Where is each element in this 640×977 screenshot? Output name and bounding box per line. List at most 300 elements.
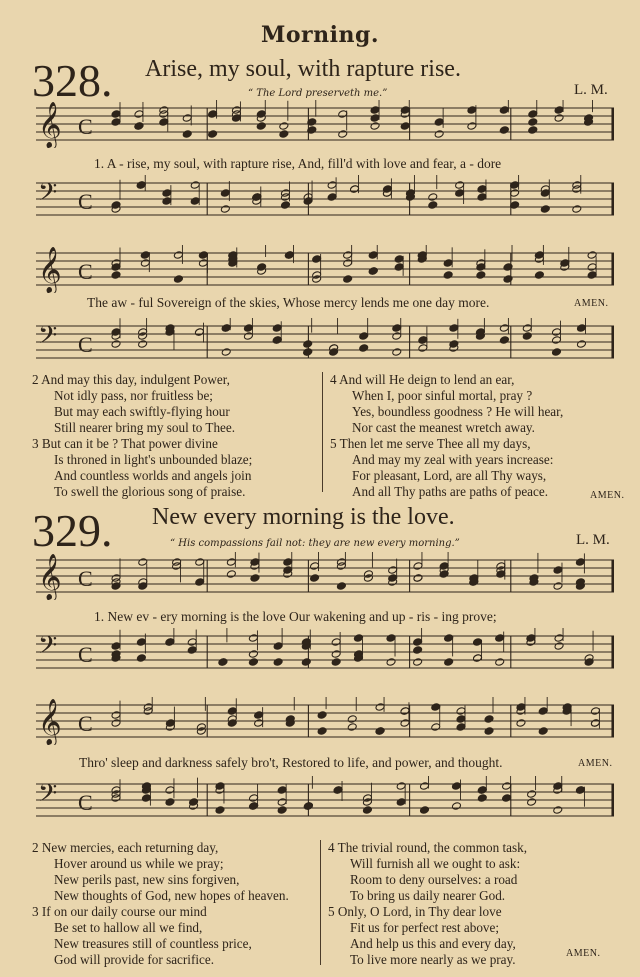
verse-line: Room to deny ourselves: a road bbox=[350, 872, 518, 887]
hymn-title: Arise, my soul, with rapture rise. bbox=[145, 56, 461, 82]
hymn-meter: L. M. bbox=[574, 82, 608, 98]
column-divider bbox=[320, 840, 321, 965]
note-head bbox=[187, 646, 197, 655]
note-head bbox=[249, 802, 259, 811]
note-head bbox=[226, 570, 236, 579]
note-head bbox=[279, 130, 289, 139]
music-system-6 bbox=[36, 628, 614, 676]
note-head bbox=[388, 574, 398, 583]
verse-line: And all Thy paths are paths of peace. bbox=[352, 484, 549, 499]
note-head bbox=[312, 271, 322, 280]
note-head bbox=[418, 336, 428, 345]
note-head bbox=[250, 558, 260, 567]
note-head bbox=[138, 340, 148, 349]
note-head bbox=[249, 794, 259, 803]
note-head bbox=[257, 263, 267, 272]
verse-line: To swell the glorious song of praise. bbox=[54, 484, 246, 499]
treble-clef-icon: 𝄞 bbox=[38, 699, 62, 745]
note-head bbox=[370, 114, 380, 123]
note-head bbox=[526, 634, 536, 643]
staff-bass bbox=[36, 318, 614, 366]
note-head bbox=[370, 122, 380, 131]
note-head bbox=[392, 324, 402, 333]
note-head bbox=[363, 570, 373, 579]
amen-label: AMEN. bbox=[590, 490, 625, 501]
staff-bass bbox=[36, 776, 614, 824]
note-head bbox=[254, 711, 264, 720]
verse-line: For pleasant, Lord, are all Thy ways, bbox=[352, 468, 547, 483]
note-head bbox=[136, 638, 146, 647]
note-head bbox=[434, 118, 444, 127]
note-head bbox=[111, 790, 121, 799]
note-head bbox=[362, 806, 372, 815]
verse-line: And help us this and every day, bbox=[350, 936, 516, 951]
note-head bbox=[173, 251, 183, 260]
verse-line: When I, poor sinful mortal, pray ? bbox=[352, 388, 533, 403]
note-head bbox=[428, 193, 438, 202]
note-head bbox=[136, 181, 146, 190]
staff-treble bbox=[36, 100, 614, 148]
note-head bbox=[400, 707, 410, 716]
note-head bbox=[554, 642, 564, 651]
note-head bbox=[502, 782, 512, 791]
note-head bbox=[449, 324, 459, 333]
hymn-title: New every morning is the love. bbox=[152, 504, 455, 530]
treble-clef-icon: 𝄞 bbox=[38, 554, 62, 600]
note-head bbox=[420, 782, 430, 791]
note-head bbox=[443, 271, 453, 280]
note-head bbox=[134, 110, 144, 119]
note-head bbox=[510, 181, 520, 190]
note-head bbox=[495, 634, 505, 643]
verse-line: Is throned in light's unbounded blaze; bbox=[54, 452, 253, 467]
note-head bbox=[560, 259, 570, 268]
note-head bbox=[194, 328, 204, 337]
note-head bbox=[165, 786, 175, 795]
bass-clef-icon: 𝄢 bbox=[38, 178, 58, 213]
note-head bbox=[484, 727, 494, 736]
bass-clef-icon: 𝄢 bbox=[38, 779, 58, 814]
note-head bbox=[343, 275, 353, 284]
note-head bbox=[467, 106, 477, 115]
note-head bbox=[534, 251, 544, 260]
note-head bbox=[572, 205, 582, 214]
note-head bbox=[310, 574, 320, 583]
note-head bbox=[499, 324, 509, 333]
verse-line: Be set to hallow all we find, bbox=[54, 920, 203, 935]
note-head bbox=[111, 711, 121, 720]
note-head bbox=[215, 806, 225, 815]
verse-line: 3 But can it be ? That power divine bbox=[32, 436, 218, 451]
note-head bbox=[538, 727, 548, 736]
note-head bbox=[522, 324, 532, 333]
note-head bbox=[140, 259, 150, 268]
note-head bbox=[443, 259, 453, 268]
note-head bbox=[250, 574, 260, 583]
note-head bbox=[455, 181, 465, 190]
note-head bbox=[528, 110, 538, 119]
note-head bbox=[534, 271, 544, 280]
staff-treble bbox=[36, 245, 614, 293]
note-head bbox=[111, 118, 121, 127]
music-system-8 bbox=[36, 776, 614, 824]
note-head bbox=[195, 578, 205, 587]
note-head bbox=[331, 650, 341, 659]
note-head bbox=[208, 110, 218, 119]
verse-line: New thoughts of God, new hopes of heaven. bbox=[54, 888, 289, 903]
note-head bbox=[467, 122, 477, 131]
note-head bbox=[496, 570, 506, 579]
note-head bbox=[303, 340, 313, 349]
note-head bbox=[456, 723, 466, 732]
column-divider bbox=[322, 372, 323, 492]
note-head bbox=[354, 634, 364, 643]
note-head bbox=[394, 263, 404, 272]
note-head bbox=[256, 122, 266, 131]
note-head bbox=[277, 786, 287, 795]
verse-line: And countless worlds and angels join bbox=[54, 468, 252, 483]
time-signature-icon: C bbox=[78, 114, 93, 139]
verse-line: 5 Then let me serve Thee all my days, bbox=[330, 436, 531, 451]
note-head bbox=[413, 658, 423, 667]
note-head bbox=[338, 130, 348, 139]
note-head bbox=[138, 582, 148, 591]
note-head bbox=[182, 130, 192, 139]
note-head bbox=[190, 197, 200, 206]
music-system-3 bbox=[36, 245, 614, 293]
verse-line: And may my zeal with years increase: bbox=[352, 452, 554, 467]
note-head bbox=[552, 348, 562, 357]
note-head bbox=[540, 205, 550, 214]
note-head bbox=[451, 802, 461, 811]
note-head bbox=[388, 566, 398, 575]
note-head bbox=[392, 332, 402, 341]
note-head bbox=[162, 189, 172, 198]
note-head bbox=[396, 782, 406, 791]
note-head bbox=[301, 658, 311, 667]
amen-label: AMEN. bbox=[574, 298, 609, 309]
note-head bbox=[248, 634, 258, 643]
note-head bbox=[413, 646, 423, 655]
note-head bbox=[451, 782, 461, 791]
note-head bbox=[303, 197, 313, 206]
note-head bbox=[310, 562, 320, 571]
note-head bbox=[552, 336, 562, 345]
note-head bbox=[140, 251, 150, 260]
time-signature-icon: C bbox=[78, 332, 93, 357]
note-head bbox=[190, 181, 200, 190]
note-head bbox=[136, 654, 146, 663]
note-head bbox=[359, 344, 369, 353]
note-head bbox=[576, 324, 586, 333]
note-head bbox=[221, 348, 231, 357]
verse-line: New treasures still of countless price, bbox=[54, 936, 252, 951]
lyrics-line: Thro' sleep and darkness safely bro't, Restored to life, and power, and thought. bbox=[79, 755, 503, 770]
verse-block bbox=[328, 840, 527, 968]
note-head bbox=[587, 251, 597, 260]
time-signature-icon: C bbox=[78, 189, 93, 214]
verse-block bbox=[330, 372, 563, 500]
note-head bbox=[143, 707, 153, 716]
note-head bbox=[343, 251, 353, 260]
note-head bbox=[336, 582, 346, 591]
note-head bbox=[484, 715, 494, 724]
note-head bbox=[554, 114, 564, 123]
note-head bbox=[444, 634, 454, 643]
note-head bbox=[338, 110, 348, 119]
note-head bbox=[552, 328, 562, 337]
note-head bbox=[538, 707, 548, 716]
music-system-1 bbox=[36, 100, 614, 148]
note-head bbox=[528, 118, 538, 127]
lyrics-line: The aw - ful Sovereign of the skies, Whose mercy lends me one day more. bbox=[87, 295, 490, 310]
music-system-2 bbox=[36, 175, 614, 223]
staff-treble bbox=[36, 552, 614, 600]
note-head bbox=[159, 118, 169, 127]
note-head bbox=[503, 275, 513, 284]
note-head bbox=[456, 715, 466, 724]
note-head bbox=[111, 719, 121, 728]
verse-line: But may each swiftly-flying hour bbox=[54, 404, 230, 419]
note-head bbox=[336, 558, 346, 567]
verse-line: 2 New mercies, each returning day, bbox=[32, 840, 219, 855]
note-head bbox=[587, 271, 597, 280]
note-head bbox=[280, 193, 290, 202]
note-head bbox=[386, 658, 396, 667]
note-head bbox=[182, 114, 192, 123]
hymn-number: 329. bbox=[32, 505, 113, 556]
verse-line: 5 Only, O Lord, in Thy dear love bbox=[328, 904, 502, 919]
note-head bbox=[576, 340, 586, 349]
note-head bbox=[499, 336, 509, 345]
note-head bbox=[413, 638, 423, 647]
note-head bbox=[256, 110, 266, 119]
note-head bbox=[400, 719, 410, 728]
note-head bbox=[215, 782, 225, 791]
note-head bbox=[499, 106, 509, 115]
note-head bbox=[473, 638, 483, 647]
note-head bbox=[243, 324, 253, 333]
note-head bbox=[420, 806, 430, 815]
note-head bbox=[590, 707, 600, 716]
note-head bbox=[476, 263, 486, 272]
note-head bbox=[138, 558, 148, 567]
note-head bbox=[522, 332, 532, 341]
note-head bbox=[162, 197, 172, 206]
note-head bbox=[587, 263, 597, 272]
note-head bbox=[254, 719, 264, 728]
note-head bbox=[375, 703, 385, 712]
note-head bbox=[400, 122, 410, 131]
note-head bbox=[394, 255, 404, 264]
note-head bbox=[277, 806, 287, 815]
amen-label: AMEN. bbox=[566, 948, 601, 959]
note-head bbox=[431, 703, 441, 712]
note-head bbox=[527, 790, 537, 799]
note-head bbox=[284, 251, 294, 260]
note-head bbox=[111, 110, 121, 119]
note-head bbox=[159, 106, 169, 115]
music-system-7 bbox=[36, 697, 614, 745]
hymn-meter: L. M. bbox=[576, 532, 610, 548]
note-head bbox=[590, 719, 600, 728]
note-head bbox=[272, 336, 282, 345]
note-head bbox=[165, 719, 175, 728]
note-head bbox=[477, 193, 487, 202]
hymn-number: 328. bbox=[32, 55, 113, 106]
lyrics-line: 1. New ev - ery morning is the love Our wakening and up - ris - ing prove; bbox=[94, 609, 497, 624]
note-head bbox=[554, 106, 564, 115]
note-head bbox=[359, 332, 369, 341]
verse-line: Still nearer bring my soul to Thee. bbox=[54, 420, 236, 435]
staff-treble bbox=[36, 697, 614, 745]
verse-line: Hover around us while we pray; bbox=[54, 856, 224, 871]
note-head bbox=[111, 642, 121, 651]
note-head bbox=[553, 806, 563, 815]
note-head bbox=[329, 348, 339, 357]
note-head bbox=[252, 193, 262, 202]
note-head bbox=[553, 582, 563, 591]
note-head bbox=[455, 189, 465, 198]
amen-label: AMEN. bbox=[578, 758, 613, 769]
note-head bbox=[575, 786, 585, 795]
note-head bbox=[283, 558, 293, 567]
note-head bbox=[554, 634, 564, 643]
bass-clef-icon: 𝄢 bbox=[38, 321, 58, 356]
note-head bbox=[503, 263, 513, 272]
note-head bbox=[499, 126, 509, 135]
time-signature-icon: C bbox=[78, 642, 93, 667]
hymn-epigraph: “ His compassions fail not: they are new every morning.” bbox=[170, 538, 460, 549]
note-head bbox=[516, 719, 526, 728]
note-head bbox=[439, 570, 449, 579]
hymn-epigraph: “ The Lord preserveth me.” bbox=[248, 88, 388, 99]
note-head bbox=[141, 794, 151, 803]
verse-line: To live more nearly as we pray. bbox=[350, 952, 516, 967]
note-head bbox=[195, 558, 205, 567]
verse-line: Will furnish all we ought to ask: bbox=[350, 856, 521, 871]
note-head bbox=[473, 654, 483, 663]
verse-line: Nor cast the meanest wretch away. bbox=[352, 420, 535, 435]
note-head bbox=[456, 707, 466, 716]
note-head bbox=[283, 566, 293, 575]
note-head bbox=[439, 562, 449, 571]
note-head bbox=[134, 122, 144, 131]
note-head bbox=[227, 707, 237, 716]
note-head bbox=[347, 723, 357, 732]
note-head bbox=[413, 574, 423, 583]
bass-clef-icon: 𝄢 bbox=[38, 631, 58, 666]
note-head bbox=[327, 193, 337, 202]
note-head bbox=[273, 658, 283, 667]
music-system-5 bbox=[36, 552, 614, 600]
note-head bbox=[502, 794, 512, 803]
note-head bbox=[248, 650, 258, 659]
note-head bbox=[279, 122, 289, 131]
staff-bass bbox=[36, 628, 614, 676]
note-head bbox=[476, 271, 486, 280]
verse-line: 3 If on our daily course our mind bbox=[32, 904, 207, 919]
note-head bbox=[187, 638, 197, 647]
verse-line: 2 And may this day, indulgent Power, bbox=[32, 372, 230, 387]
note-head bbox=[527, 798, 537, 807]
note-head bbox=[368, 251, 378, 260]
note-head bbox=[347, 715, 357, 724]
note-head bbox=[553, 566, 563, 575]
note-head bbox=[248, 658, 258, 667]
time-signature-icon: C bbox=[78, 711, 93, 736]
note-head bbox=[362, 794, 372, 803]
note-head bbox=[138, 332, 148, 341]
verse-line: To bring us daily nearer God. bbox=[350, 888, 506, 903]
verse-line: 4 And will He deign to lend an ear, bbox=[330, 372, 515, 387]
note-head bbox=[317, 711, 327, 720]
note-head bbox=[331, 638, 341, 647]
note-head bbox=[165, 798, 175, 807]
note-head bbox=[572, 181, 582, 190]
note-head bbox=[208, 130, 218, 139]
treble-clef-icon: 𝄞 bbox=[38, 247, 62, 293]
time-signature-icon: C bbox=[78, 259, 93, 284]
note-head bbox=[226, 558, 236, 567]
note-head bbox=[434, 130, 444, 139]
note-head bbox=[111, 340, 121, 349]
music-system-4 bbox=[36, 318, 614, 366]
verse-line: 4 The trivial round, the common task, bbox=[328, 840, 527, 855]
note-head bbox=[331, 658, 341, 667]
treble-clef-icon: 𝄞 bbox=[38, 102, 62, 148]
lyrics-line: 1. A - rise, my soul, with rapture rise, And, fill'd with love and fear, a - dore bbox=[94, 156, 502, 171]
note-head bbox=[343, 259, 353, 268]
note-head bbox=[277, 798, 287, 807]
note-head bbox=[528, 126, 538, 135]
note-head bbox=[111, 271, 121, 280]
time-signature-icon: C bbox=[78, 566, 93, 591]
note-head bbox=[428, 201, 438, 210]
note-head bbox=[386, 634, 396, 643]
note-head bbox=[273, 642, 283, 651]
verse-line: Fit us for perfect rest above; bbox=[350, 920, 500, 935]
note-head bbox=[418, 344, 428, 353]
note-head bbox=[272, 324, 282, 333]
staff-bass bbox=[36, 175, 614, 223]
note-head bbox=[189, 798, 199, 807]
note-head bbox=[444, 658, 454, 667]
note-head bbox=[350, 185, 360, 194]
note-head bbox=[413, 562, 423, 571]
verse-line: God will provide for sacrifice. bbox=[54, 952, 215, 967]
verse-block bbox=[32, 840, 289, 968]
note-head bbox=[220, 205, 230, 214]
verse-line: Not idly pass, nor fruitless be; bbox=[54, 388, 213, 403]
section-title: Morning. bbox=[260, 22, 379, 48]
note-head bbox=[495, 658, 505, 667]
note-head bbox=[172, 562, 182, 571]
verse-block bbox=[32, 372, 252, 500]
time-signature-icon: C bbox=[78, 790, 93, 815]
note-head bbox=[477, 794, 487, 803]
note-head bbox=[196, 727, 206, 736]
note-head bbox=[220, 189, 230, 198]
note-head bbox=[370, 106, 380, 115]
note-head bbox=[173, 275, 183, 284]
verse-line: Yes, boundless goodness ? He will hear, bbox=[352, 404, 564, 419]
note-head bbox=[431, 723, 441, 732]
note-head bbox=[575, 558, 585, 567]
verse-line: New perils past, new sins forgiven, bbox=[54, 872, 240, 887]
note-head bbox=[400, 106, 410, 115]
note-head bbox=[280, 201, 290, 210]
